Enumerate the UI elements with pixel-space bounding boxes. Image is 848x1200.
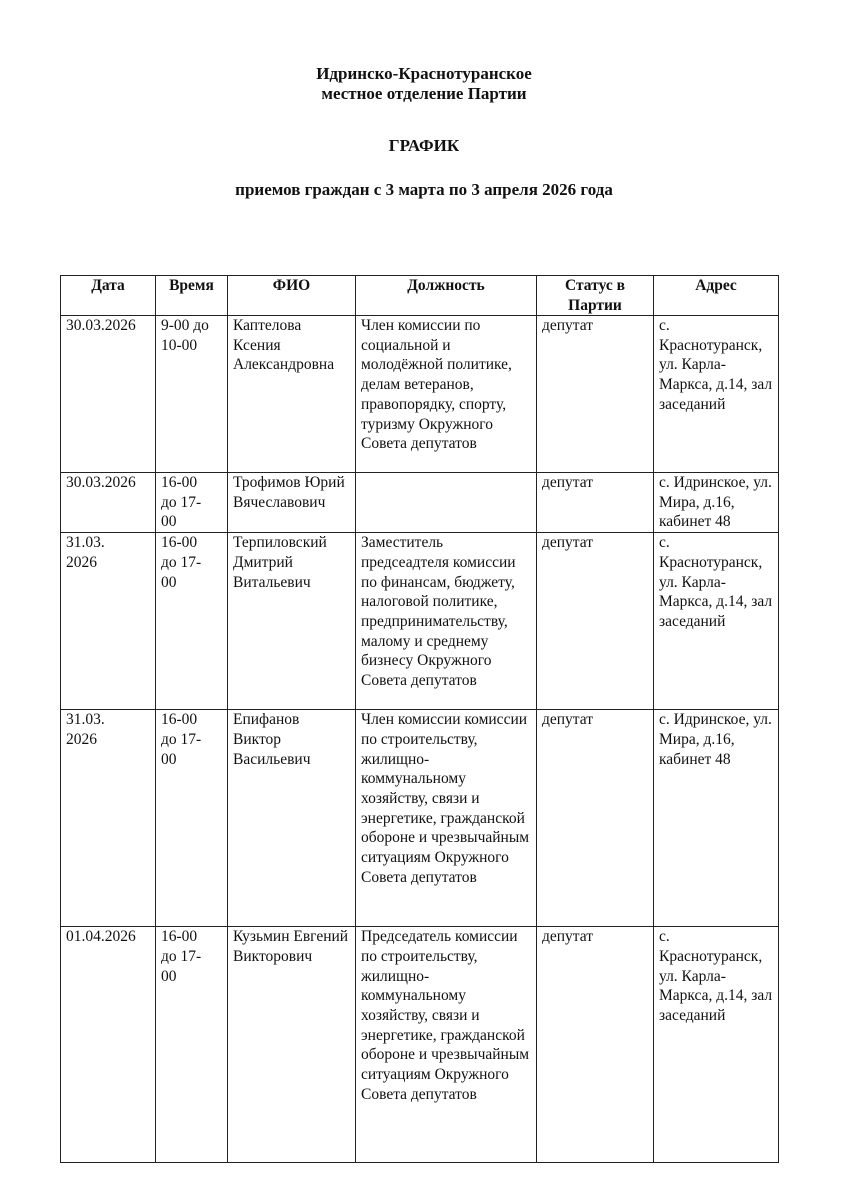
cell-date xyxy=(61,710,156,927)
cell-status xyxy=(537,473,654,533)
time-text: 16-00 до 17-00 xyxy=(161,534,202,591)
cell-name xyxy=(228,710,356,927)
date-text: 30.03.2026 xyxy=(66,317,136,334)
name-text: Кузьмин Евгений Викторович xyxy=(233,928,349,965)
cell-time xyxy=(156,533,228,710)
cell-position xyxy=(356,533,537,710)
cell-time xyxy=(156,710,228,927)
status-text: депутат xyxy=(542,534,594,552)
table-row xyxy=(61,710,779,927)
name-text: Епифанов Виктор Васильевич xyxy=(233,711,311,768)
address-text: с. Краснотуранск, ул. Карла-Маркса, д.14, зал заседаний xyxy=(659,928,773,1024)
address-text: с. Краснотуранск, ул. Карла-Маркса, д.14, зал заседаний xyxy=(659,534,773,630)
cell-name xyxy=(228,316,356,473)
status-text: депутат xyxy=(542,711,594,729)
position-text: Член комиссии комиссии по строительству, жилищно-коммунальному хозяйству, связи и энергетике, гражданской обороне и чрезвычайным ситуациям Окружного Совета депутатов xyxy=(361,711,530,886)
document-title: ГРАФИК xyxy=(388,136,460,155)
time-text: 16-00 до 17-00 xyxy=(161,711,202,768)
date-text: 30.03.2026 xyxy=(66,474,136,491)
time-text: 16-00 до 17-00 xyxy=(161,928,202,985)
position-text: Председатель комиссии по строительству, жилищно-коммунальному хозяйству, связи и энергетике, гражданской обороне и чрезвычайным ситуациям Окружного Совета депутатов xyxy=(361,928,530,1103)
cell-status xyxy=(537,316,654,473)
cell-status xyxy=(537,927,654,1163)
organization-line-2: местное отделение Партии xyxy=(321,84,527,103)
cell-date xyxy=(61,927,156,1163)
cell-position xyxy=(356,927,537,1163)
status-text: депутат xyxy=(542,317,594,334)
organization-name xyxy=(0,64,848,104)
cell-address xyxy=(654,710,779,927)
cell-date xyxy=(61,533,156,710)
cell-date xyxy=(61,316,156,473)
cell-name xyxy=(228,927,356,1163)
cell-position xyxy=(356,473,537,533)
cell-name xyxy=(228,473,356,533)
cell-time xyxy=(156,473,228,533)
cell-time xyxy=(156,927,228,1163)
name-text: Трофимов Юрий Вячеславович xyxy=(233,474,345,511)
position-text: Заместитель предсеадтеля комиссии по финансам, бюджету, налоговой политике, предпринимательству, малому и среднему бизнесу Окружного Совета депутатов xyxy=(361,534,516,690)
status-text: депутат xyxy=(542,928,594,946)
cell-position xyxy=(356,316,537,473)
cell-status xyxy=(537,533,654,710)
column-header-name: ФИО xyxy=(228,276,356,316)
column-header-date: Дата xyxy=(61,276,156,316)
table-row xyxy=(61,473,779,533)
schedule-table xyxy=(60,275,779,1163)
document-subtitle: приемов граждан с 3 марта по 3 апреля 2026 года xyxy=(235,180,613,199)
column-header-time: Время xyxy=(156,276,228,316)
cell-date xyxy=(61,473,156,533)
time-text: 16-00 до 17-00 xyxy=(161,474,202,531)
name-text: Терпиловский Дмитрий Витальевич xyxy=(233,534,327,591)
status-text: депутат xyxy=(542,474,594,491)
table-header-row xyxy=(61,276,779,316)
cell-address xyxy=(654,473,779,533)
date-text: 31.03. 2026 xyxy=(66,711,105,748)
address-text: с. Краснотуранск, ул. Карла-Маркса, д.14, зал заседаний xyxy=(659,317,773,413)
table-row xyxy=(61,533,779,710)
cell-address xyxy=(654,927,779,1163)
organization-line-1: Идринско-Краснотуранское xyxy=(316,64,532,83)
position-text: Член комиссии по социальной и молодёжной политике, делам ветеранов, правопорядку, спорту, туризму Окружного Совета депутатов xyxy=(361,317,512,453)
cell-status xyxy=(537,710,654,927)
column-header-status: Статус в Партии xyxy=(537,276,654,316)
address-text: с. Идринское, ул. Мира, д.16, кабинет 48 xyxy=(659,474,772,531)
date-text: 31.03. 2026 xyxy=(66,534,105,571)
table-row xyxy=(61,927,779,1163)
name-text: Каптелова Ксения Александровна xyxy=(233,317,335,374)
address-text: с. Идринское, ул. Мира, д.16, кабинет 48 xyxy=(659,711,772,768)
cell-name xyxy=(228,533,356,710)
column-header-address: Адрес xyxy=(654,276,779,316)
table-row xyxy=(61,316,779,473)
cell-address xyxy=(654,316,779,473)
cell-time xyxy=(156,316,228,473)
time-text: 9-00 до 10-00 xyxy=(161,317,209,354)
date-text: 01.04.2026 xyxy=(66,928,136,946)
cell-address xyxy=(654,533,779,710)
column-header-position: Должность xyxy=(356,276,537,316)
cell-position xyxy=(356,710,537,927)
